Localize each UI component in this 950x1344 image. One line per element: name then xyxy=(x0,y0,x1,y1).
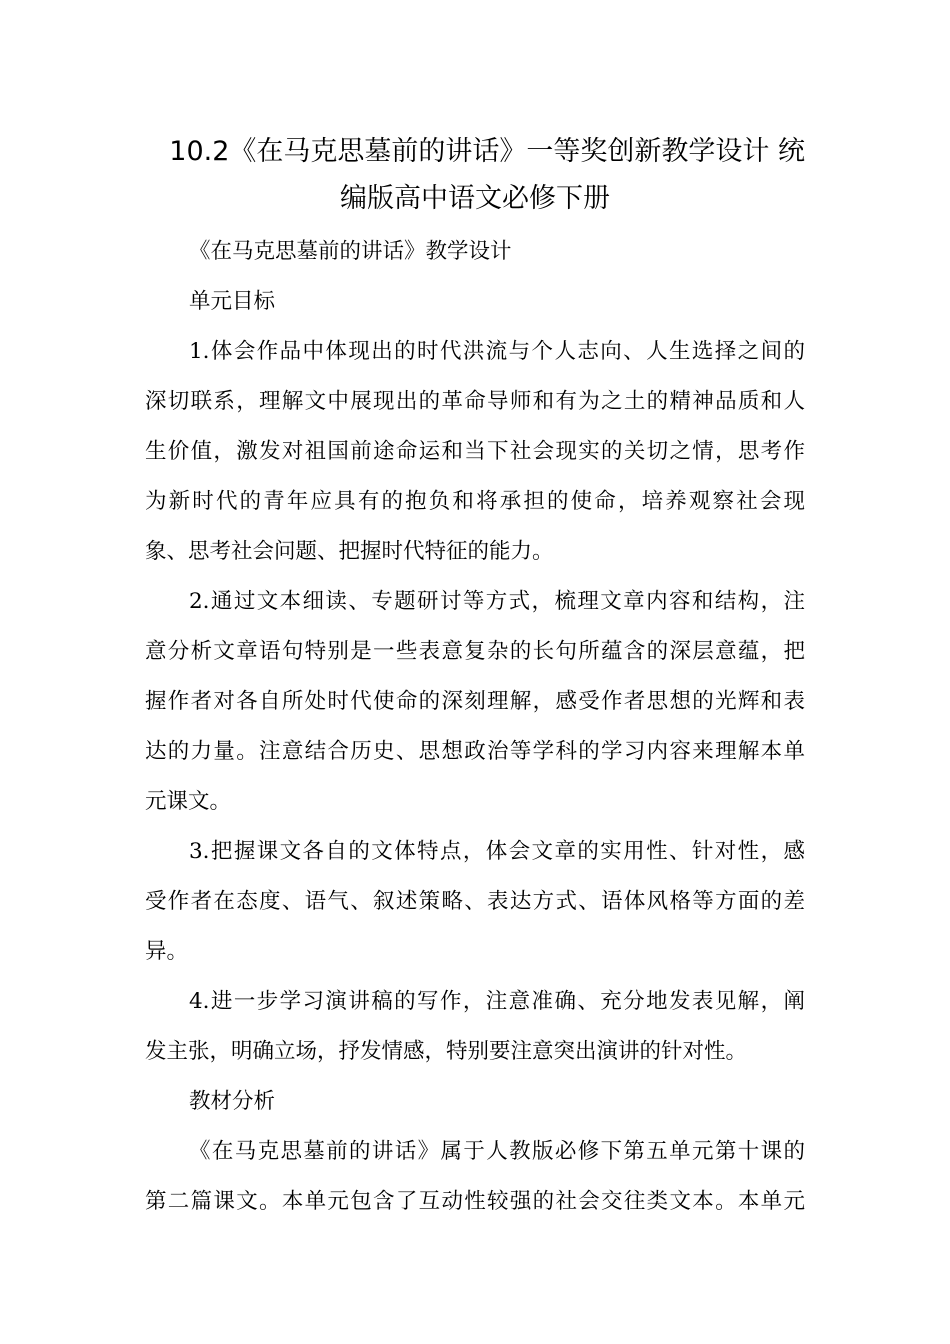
goal-1-line: 深切联系，理解文中展现出的革命导师和有为之土的精神品质和人 xyxy=(145,389,805,414)
section-heading-textbook-analysis: 教材分析 xyxy=(189,1089,276,1114)
goal-2-line: 握作者对各自所处时代使命的深刻理解，感受作者思想的光辉和表 xyxy=(145,689,805,714)
goal-1-line: 象、思考社会问题、把握时代特征的能力。 xyxy=(145,539,554,564)
goal-2-line: 元课文。 xyxy=(145,789,232,814)
section-heading-unit-goals: 单元目标 xyxy=(189,289,276,314)
document-title-line-2: 编版高中语文必修下册 xyxy=(340,183,610,214)
goal-1-line: 为新时代的青年应具有的抱负和将承担的使命，培养观察社会现 xyxy=(145,489,805,514)
analysis-line: 第二篇课文。本单元包含了互动性较强的社会交往类文本。本单元 xyxy=(145,1189,805,1214)
goal-2-line: 2.通过文本细读、专题研讨等方式，梳理文章内容和结构，注 xyxy=(189,589,805,614)
goal-4-line: 发主张，明确立场，抒发情感，特别要注意突出演讲的针对性。 xyxy=(145,1039,748,1064)
lesson-subtitle: 《在马克思墓前的讲话》教学设计 xyxy=(189,239,512,264)
goal-2-line: 意分析文章语句特别是一些表意复杂的长句所蕴含的深层意蕴，把 xyxy=(145,639,805,664)
goal-1-line: 生价值，激发对祖国前途命运和当下社会现实的关切之情，思考作 xyxy=(145,439,805,464)
goal-3-line: 受作者在态度、语气、叙述策略、表达方式、语体风格等方面的差 xyxy=(145,889,805,914)
goal-3-line: 异。 xyxy=(145,939,189,964)
goal-4-line: 4.进一步学习演讲稿的写作，注意准确、充分地发表见解，阐 xyxy=(189,989,805,1014)
document-title-line-1: 10.2《在马克思墓前的讲话》一等奖创新教学设计 统 xyxy=(169,136,805,167)
goal-3-line: 3.把握课文各自的文体特点，体会文章的实用性、针对性，感 xyxy=(189,839,805,864)
goal-1-line: 1.体会作品中体现出的时代洪流与个人志向、人生选择之间的 xyxy=(189,339,805,364)
analysis-line: 《在马克思墓前的讲话》属于人教版必修下第五单元第十课的 xyxy=(189,1139,805,1164)
goal-2-line: 达的力量。注意结合历史、思想政治等学科的学习内容来理解本单 xyxy=(145,739,805,764)
